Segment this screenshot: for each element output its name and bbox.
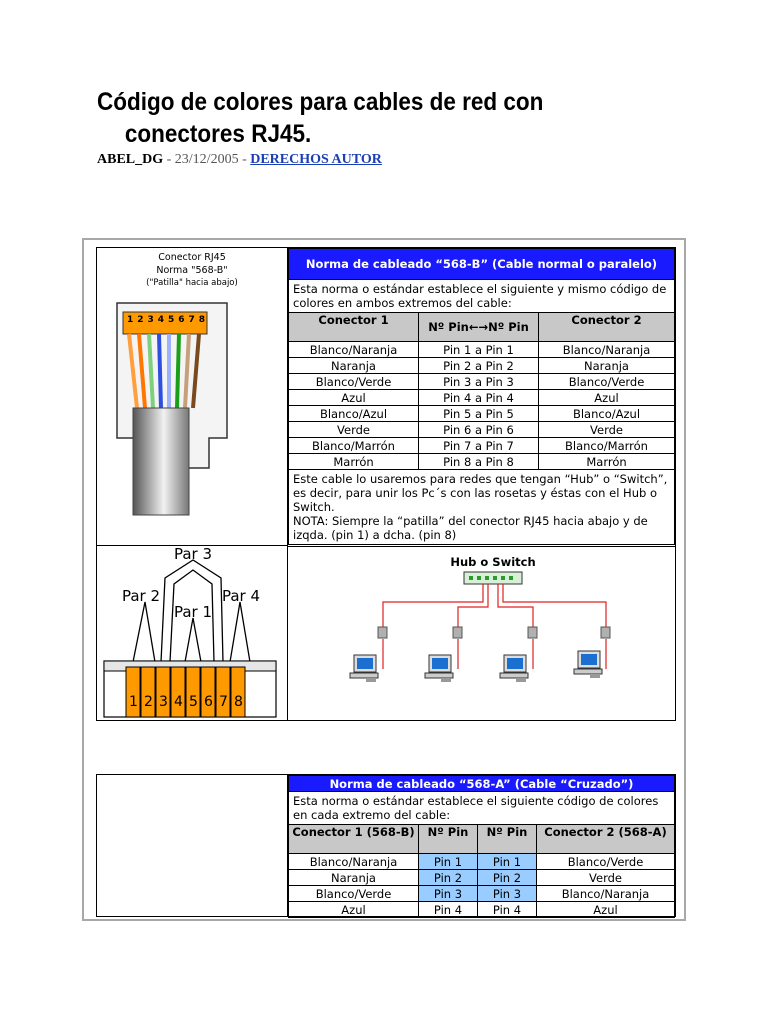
connector-pin-numbers [125,315,207,325]
table-568b-note [289,470,675,545]
publish-date: - 23/12/2005 - [163,152,251,167]
rj45-connector-illustration [97,248,287,545]
cell: Blanco/Verde [537,854,675,870]
table-row [289,374,675,390]
cell: Marrón [539,454,675,470]
table-568a-intro: Esta norma o estándar establece el siguiente código de colores en cada extremo del cable: [289,792,675,825]
cell: Blanco/Naranja [539,342,675,358]
pair-4-label: Par 4 [221,587,261,605]
connector-pin-5: 5 [167,315,175,325]
cell: Pin 7 a Pin 7 [419,438,539,454]
cell: Naranja [289,870,419,886]
cell: Pin 4 [419,902,478,918]
connector-pin-8: 8 [198,315,205,325]
cell: Pin 3 a Pin 3 [419,374,539,390]
pairs-pin-2: 2 [144,694,153,710]
cell: Verde [289,422,419,438]
copyright-link[interactable]: DERECHOS AUTOR [250,152,382,167]
byline [97,152,382,168]
table-568b-col-1: Conector 1 [289,313,419,342]
content-frame [82,238,686,921]
computer-icon [574,651,602,678]
table-568b-header: Norma de cableado “568-B” (Cable normal o paralelo) [289,249,675,280]
author: ABEL_DG [97,152,164,167]
table-568b-note-2: NOTA: Siempre la “patilla” del conector RJ45 hacia abajo y de izqda. (pin 1) a dcha. (pin 8) [293,514,648,542]
empty-image-cell [97,775,288,916]
connector-pin-1: 1 [126,315,134,325]
block-568a [96,774,676,917]
table-568b-intro: Esta norma o estándar establece el siguiente y mismo código de colores en ambos extremos del cable: [289,280,675,313]
cell: Pin 4 [478,902,537,918]
cell: Pin 2 [478,870,537,886]
cell: Azul [539,390,675,406]
connector-caption-1: Conector RJ45 [158,252,226,263]
page-title [97,86,601,150]
table-568b-note-1: Este cable lo usaremos para redes que tengan “Hub” o “Switch”, es decir, para unir los Pc´s con las rosetas y éstas con el Hub o Switch. [293,472,668,514]
title-line-1: Código de colores para cables de red con [97,88,544,116]
network-diagram-cell [288,546,675,721]
table-568a-col-2: Nº Pin [419,825,478,854]
table-568a-col-1: Conector 1 (568-B) [289,825,419,854]
table-568b-col-2: Nº Pin←→Nº Pin [419,313,539,342]
pairs-pin-5: 5 [189,694,198,710]
cell: Verde [537,870,675,886]
table-row [289,454,675,470]
table-row [289,438,675,454]
cell: Pin 1 a Pin 1 [419,342,539,358]
hub-label: Hub o Switch [450,555,536,569]
pairs-image-cell [97,546,288,720]
table-row [289,902,675,918]
block-568b [96,247,676,721]
table-row [289,406,675,422]
cell: Pin 1 [419,854,478,870]
cell: Blanco/Azul [539,406,675,422]
pair-2-label: Par 2 [121,587,161,605]
pairs-pin-6: 6 [204,694,213,710]
table-568b-col-3: Conector 2 [539,313,675,342]
table-568a-col-4: Conector 2 (568-A) [537,825,675,854]
pairs-pin-4: 4 [174,694,183,710]
cell: Naranja [289,358,419,374]
connector-pin-7: 7 [188,315,195,325]
table-row [289,422,675,438]
table-row [289,342,675,358]
cell: Blanco/Naranja [537,886,675,902]
cell: Pin 5 a Pin 5 [419,406,539,422]
connector-image-cell [97,248,288,546]
cell: Blanco/Verde [289,886,419,902]
table-row [289,854,675,870]
pairs-pin-1: 1 [129,694,138,710]
computer-icon [425,655,453,682]
table-row [289,358,675,374]
connector-pin-3: 3 [147,315,154,325]
network-diagram [288,547,675,721]
pairs-pin-3: 3 [159,694,168,710]
cell: Azul [537,902,675,918]
cell: Pin 3 [419,886,478,902]
cell: Blanco/Verde [539,374,675,390]
cell: Blanco/Marrón [289,438,419,454]
cell: Blanco/Marrón [539,438,675,454]
table-row [289,390,675,406]
cell: Pin 3 [478,886,537,902]
pair-3-label: Par 3 [173,545,213,563]
cell: Pin 2 [419,870,478,886]
title-line-2: conectores RJ45. [124,120,312,148]
cell: Blanco/Verde [289,374,419,390]
pair-1-label: Par 1 [173,603,213,621]
connector-pin-6: 6 [178,315,185,325]
cell: Blanco/Naranja [289,342,419,358]
cell: Marrón [289,454,419,470]
connector-pin-4: 4 [157,315,164,325]
cell: Naranja [539,358,675,374]
table-568a [288,775,675,918]
cell: Blanco/Azul [289,406,419,422]
pairs-pin-8: 8 [234,694,243,710]
table-row [289,870,675,886]
cell: Pin 4 a Pin 4 [419,390,539,406]
cell: Azul [289,390,419,406]
table-568a-header: Norma de cableado “568-A” (Cable “Cruzado”) [289,776,675,792]
table-568a-col-3: Nº Pin [478,825,537,854]
cell: Pin 8 a Pin 8 [419,454,539,470]
table-row [289,886,675,902]
pairs-pin-7: 7 [219,694,228,710]
cell: Pin 1 [478,854,537,870]
connector-pin-2: 2 [137,315,144,325]
computer-icon [500,655,528,682]
cell: Azul [289,902,419,918]
pairs-pin-numbers [126,694,246,710]
computer-icon [350,655,378,682]
connector-caption-2: Norma "568-B" [156,265,228,276]
cell: Blanco/Naranja [289,854,419,870]
cell: Pin 2 a Pin 2 [419,358,539,374]
connector-caption-3: ("Patilla" hacia abajo) [146,278,238,288]
cell: Pin 6 a Pin 6 [419,422,539,438]
cell: Verde [539,422,675,438]
table-568b [288,248,675,545]
